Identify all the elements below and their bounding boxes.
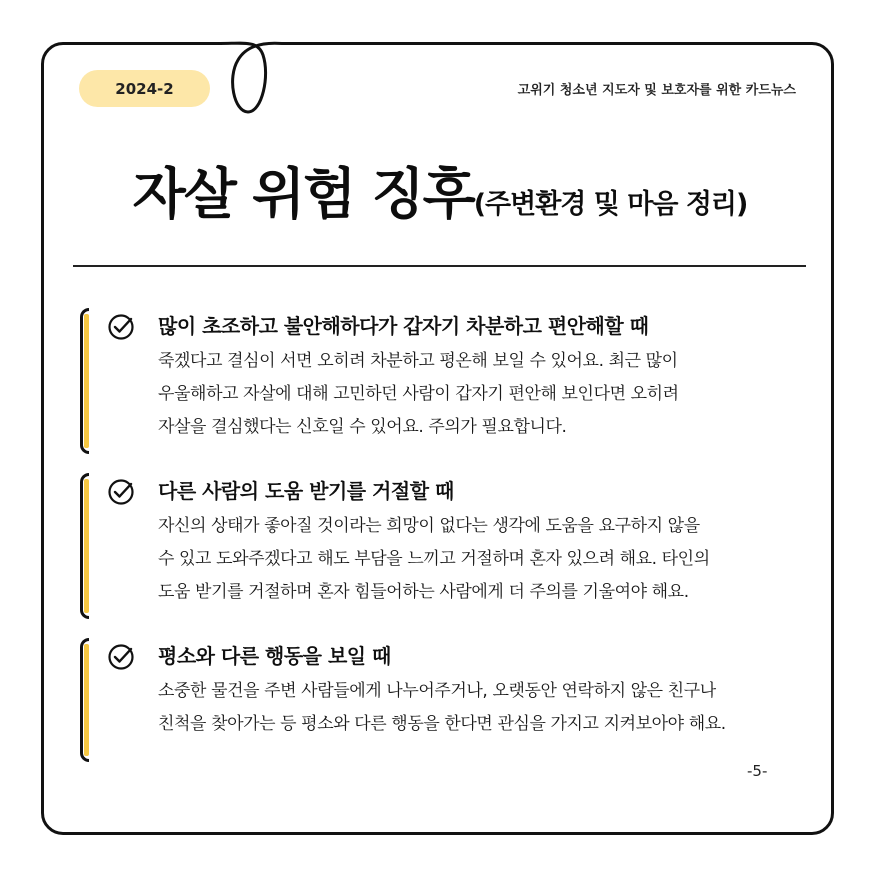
- body-line: 도움 받기를 거절하며 혼자 힘들어하는 사람에게 더 주의를 기울여야 해요.: [158, 582, 689, 602]
- section-3: [80, 638, 820, 762]
- title-divider: [73, 265, 806, 267]
- title-main: 자살 위험 징후: [132, 162, 474, 226]
- body-line: 친척을 찾아가는 등 평소와 다른 행동을 한다면 관심을 가지고 지켜보아야 해요.: [158, 714, 726, 734]
- section-1: [80, 308, 820, 454]
- section-heading: 많이 초조하고 불안해하다가 갑자기 차분하고 편안해할 때: [158, 314, 649, 338]
- body-line: 우울해하고 자살에 대해 고민하던 사람이 갑자기 편안해 보인다면 오히려: [158, 384, 679, 404]
- check-circle-icon: [107, 643, 135, 671]
- body-line: 자살을 결심했다는 신호일 수 있어요. 주의가 필요합니다.: [158, 417, 567, 437]
- body-line: 수 있고 도와주겠다고 해도 부담을 느끼고 거절하며 혼자 있으려 해요. 타인의: [158, 549, 710, 569]
- section-body: [158, 345, 679, 444]
- section-heading: 다른 사람의 도움 받기를 거절할 때: [158, 479, 454, 503]
- series-title: 고위기 청소년 지도자 및 보호자를 위한 카드뉴스: [517, 83, 796, 98]
- section-accent-bar: [84, 479, 89, 613]
- page-number: -5-: [747, 762, 768, 780]
- section-heading: 평소와 다른 행동을 보일 때: [158, 644, 391, 668]
- section-body: [158, 675, 726, 741]
- body-line: 소중한 물건을 주변 사람들에게 나누어주거나, 오랫동안 연락하지 않은 친구나: [158, 681, 716, 701]
- issue-badge: 2024-2: [79, 70, 210, 107]
- section-accent-bar: [84, 644, 89, 756]
- check-circle-icon: [107, 313, 135, 341]
- check-circle-icon: [107, 478, 135, 506]
- title-sub: (주변환경 및 마음 정리): [473, 189, 748, 220]
- section-2: [80, 473, 820, 619]
- body-line: 죽겠다고 결심이 서면 오히려 차분하고 평온해 보일 수 있어요. 최근 많이: [158, 351, 678, 371]
- section-body: [158, 510, 710, 609]
- page-title: [0, 150, 880, 229]
- section-accent-bar: [84, 314, 89, 448]
- body-line: 자신의 상태가 좋아질 것이라는 희망이 없다는 생각에 도움을 요구하지 않을: [158, 516, 700, 536]
